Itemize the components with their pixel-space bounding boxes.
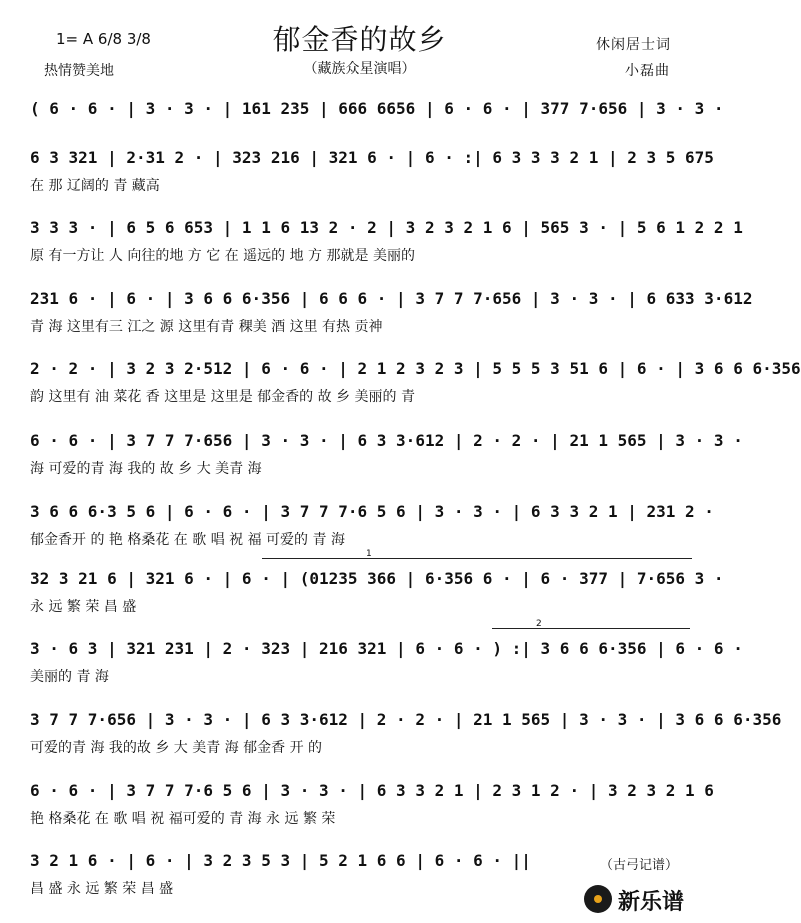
transcriber-credit: （古弓记谱）: [600, 858, 679, 873]
notation: 3 3 3 · | 6 5 6 653 | 1 1 6 13 2 · 2 | 3 2 3 2 1 6 | 565 3 · | 5 6 1 2 2 1: [30, 218, 743, 237]
first-ending-number: 1: [366, 549, 372, 559]
lyrics: 艳 格桑花 在 歌 唱 祝 福可爱的 青 海 永 远 繁 荣: [30, 811, 336, 827]
lyricist: 休闲居士词: [596, 37, 671, 53]
notation: 6 3 321 | 2·31 2 · | 323 216 | 321 6 · | 6 · :| 6 3 3 3 2 1 | 2 3 5 675: [30, 148, 714, 167]
notation: 6 · 6 · | 3 7 7 7·6 5 6 | 3 · 3 · | 6 3 3 2 1 | 2 3 1 2 · | 3 2 3 2 1 6: [30, 781, 714, 800]
second-ending-bracket: [492, 628, 690, 629]
lyrics: 青 海 这里有三 江之 源 这里有青 稞美 酒 这里 有热 贡神: [30, 319, 383, 335]
site-logo: [584, 883, 714, 917]
notation: 3 6 6 6·3 5 6 | 6 · 6 · | 3 7 7 7·6 5 6 | 3 · 3 · | 6 3 3 2 1 | 231 2 ·: [30, 502, 714, 521]
song-subtitle: （藏族众星演唱）: [303, 61, 416, 77]
lyrics: 昌 盛 永 远 繁 荣 昌 盛: [30, 881, 174, 897]
first-ending-bracket: [262, 558, 692, 559]
song-title: 郁金香的故乡: [272, 23, 447, 56]
lyrics: 郁金香开 的 艳 格桑花 在 歌 唱 祝 福 可爱的 青 海: [30, 532, 345, 548]
notation: ( 6 · 6 · | 3 · 3 · | 161 235 | 666 6656 | 6 · 6 · | 377 7·656 | 3 · 3 ·: [30, 99, 724, 118]
performance-mood: 热情赞美地: [44, 63, 114, 79]
lyrics: 韵 这里有 油 菜花 香 这里是 这里是 郁金香的 故 乡 美丽的 青: [30, 389, 415, 405]
notation: 2 · 2 · | 3 2 3 2·512 | 6 · 6 · | 2 1 2 3 2 3 | 5 5 5 3 51 6 | 6 · | 3 6 6 6·356: [30, 359, 801, 378]
lyrics: 原 有一方让 人 向往的地 方 它 在 遥远的 地 方 那就是 美丽的: [30, 248, 415, 264]
lyrics: 在 那 辽阔的 青 藏高: [30, 178, 160, 194]
lyrics: 海 可爱的青 海 我的 故 乡 大 美青 海: [30, 461, 262, 477]
notation: 3 2 1 6 · | 6 · | 3 2 3 5 3 | 5 2 1 6 6 | 6 · 6 · ||: [30, 851, 531, 870]
lyrics: 可爱的青 海 我的故 乡 大 美青 海 郁金香 开 的: [30, 740, 323, 756]
notation: 3 · 6 3 | 321 231 | 2 · 323 | 216 321 | 6 · 6 · ) :| 3 6 6 6·356 | 6 · 6 ·: [30, 639, 743, 658]
notation: 231 6 · | 6 · | 3 6 6 6·356 | 6 6 6 · | 3 7 7 7·656 | 3 · 3 · | 6 633 3·612: [30, 289, 753, 308]
vinyl-record-icon: [584, 885, 612, 913]
notation: 6 · 6 · | 3 7 7 7·656 | 3 · 3 · | 6 3 3·612 | 2 · 2 · | 21 1 565 | 3 · 3 ·: [30, 431, 743, 450]
notation: 32 3 21 6 | 321 6 · | 6 · | (01235 366 | 6·356 6 · | 6 · 377 | 7·656 3 ·: [30, 569, 724, 588]
logo-text: 新乐谱: [618, 890, 685, 915]
notation: 3 7 7 7·656 | 3 · 3 · | 6 3 3·612 | 2 · 2 · | 21 1 565 | 3 · 3 · | 3 6 6 6·356: [30, 710, 782, 729]
lyrics: 美丽的 青 海: [30, 669, 109, 685]
second-ending-number: 2: [536, 619, 542, 629]
composer: 小磊曲: [625, 63, 670, 79]
lyrics: 永 远 繁 荣 昌 盛: [30, 599, 137, 615]
key-signature: 1= A 6/8 3/8: [56, 30, 151, 48]
